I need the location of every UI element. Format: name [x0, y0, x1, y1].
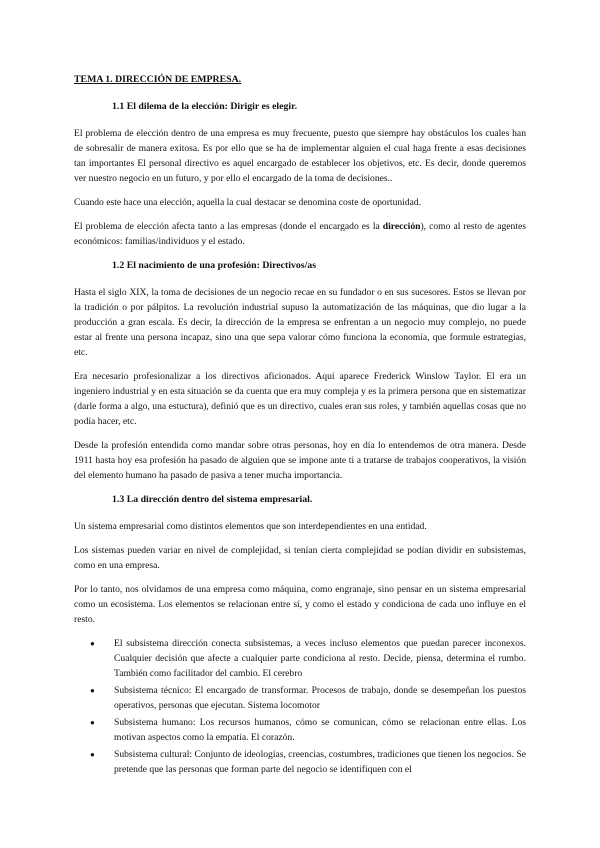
section-1-heading: 1.1 El dilema de la elección: Dirigir es elegir. — [112, 101, 298, 112]
paragraph-text: ), como al resto de agentes económicos: familias/individuos y el estado. — [74, 221, 526, 247]
section-2-paragraph-3: Desde la profesión entendida como mandar sobre otras personas, hoy en día lo entendemos de otra manera. Desde 1911 hasta hoy esa profesión ha pasado de alguien que se impone ante ti a tratarse de trabajos cooperativos, la visión del elemento humano ha pasado de pasiva a tener mucha importancia. — [74, 440, 526, 481]
section-1-paragraph-3 — [74, 219, 526, 249]
section-2-paragraph-2: Era necesario profesionalizar a los directivos aficionados. Aquí aparece Frederick Winslow Taylor. El era un ingeniero industrial y en esta situación se da cuenta que era muy compleja y es la primera persona que en sistematizar (darle forma a algo, una estuctura), definió que es un directivo, cuales eran sus roles, y también aquellas cosas que no podía hacer, etc. — [74, 371, 526, 427]
section-1-paragraph-1: El problema de elección dentro de una empresa es muy frecuente, puesto que siempre hay obstáculos los cuales han de sobresalir de manera exitosa. Es por ello que se ha de implementar alguien el cual haga frente a esas decisiones tan importantes El personal directivo es aquel encargado de establecer los objetivos, etc. Es decir, donde queremos ver nuestro negocio en un futuro, y por ello el encargado de la toma de decisiones.. — [74, 128, 526, 184]
paragraph-text: El problema de elección afecta tanto a las empresas (donde el encargado es la — [74, 221, 383, 232]
bold-term: dirección — [382, 221, 421, 232]
section-2-heading: 1.2 El nacimiento de una profesión: Directivos/as — [112, 260, 317, 271]
list-item: ● El subsistema dirección conecta subsistemas, a veces incluso elementos que puedan parecer inconexos. Cualquier decisión que afecte a cualquier parte condiciona al resto. Decide, piensa, determina el rumbo. También como facilitador del cambio. El cerebro — [114, 636, 526, 681]
subsystem-list — [74, 636, 526, 777]
section-3-paragraph-3: Por lo tanto, nos olvidamos de una empresa como máquina, como engranaje, sino pensar en un sistema empresarial como un ecosistema. Los elementos se relacionan entre sí, y como el estado y condiciona de cada uno influye en el resto. — [74, 584, 526, 625]
section-3-paragraph-2: Los sistemas pueden variar en nivel de complejidad, si tenían cierta complejidad se podían dividir en subsistemas, como en una empresa. — [74, 545, 526, 571]
page-title: TEMA 1. DIRECCIÓN DE EMPRESA. — [74, 74, 242, 85]
list-item: ● Subsistema cultural: Conjunto de ideologías, creencias, costumbres, tradiciones que tienen los negocios. Se pretende que las personas que forman parte del negocio se identifiquen con el — [114, 747, 526, 777]
section-3-heading: 1.3 La dirección dentro del sistema empresarial. — [112, 494, 313, 505]
list-item: ● Subsistema técnico: El encargado de transformar. Procesos de trabajo, donde se desempeñan los puestos operativos, personas que ejecutan. Sistema locomotor — [114, 683, 526, 713]
list-item: ● Subsistema humano: Los recursos humanos, cómo se comunican, cómo se relacionan entre ellas. Los motivan aspectos como la empatía. El corazón. — [114, 715, 526, 745]
section-2-paragraph-1: Hasta el siglo XIX, la toma de decisiones de un negocio recae en su fundador o en sus sucesores. Estos se llevan por la tradición o por pálpitos. La revolución industrial supuso la automatización de las máquinas, que dio lugar a la producción a gran escala. Es decir, la dirección de la empresa se enfrentan a un negocio muy complejo, no puede estar al frente una persona incapaz, sino una que sepa valorar cómo funciona la economía, que formule estrategias, etc. — [74, 287, 526, 358]
section-3-paragraph-1: Un sistema empresarial como distintos elementos que son interdependientes en una entidad. — [74, 521, 427, 532]
section-1-paragraph-2: Cuando este hace una elección, aquella la cual destacar se denomina coste de oportunidad. — [74, 197, 422, 208]
